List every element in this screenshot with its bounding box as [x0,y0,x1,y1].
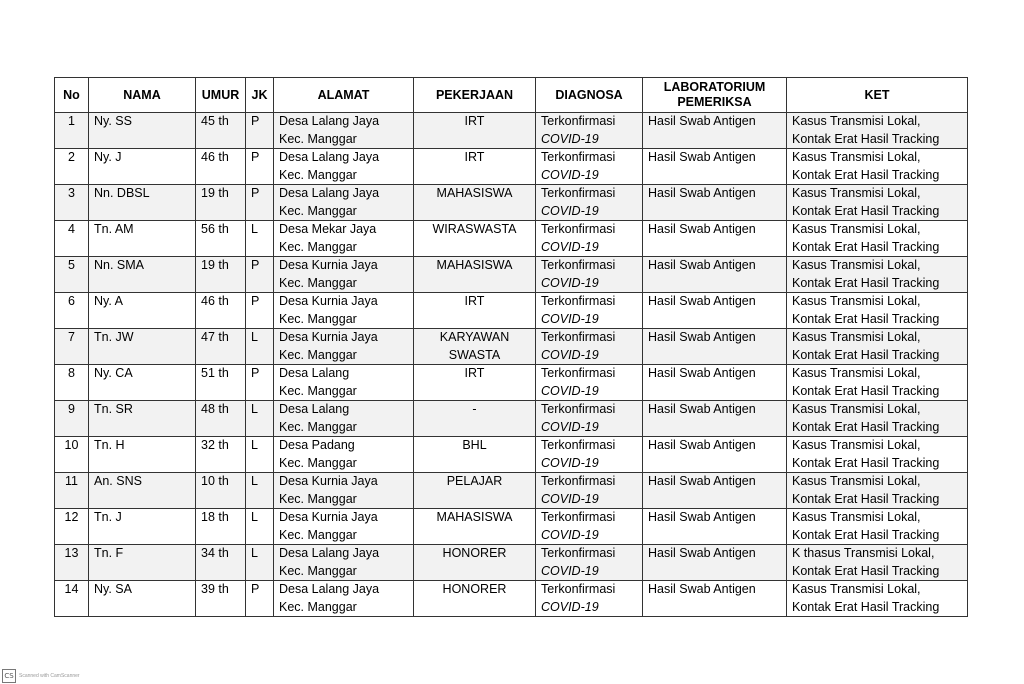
cell-diagnosa [536,149,643,185]
cell-diagnosa [536,401,643,437]
cell-ket-line-2: Kontak Erat Hasil Tracking [792,203,940,218]
cell-laboratorium: Hasil Swab Antigen [643,149,787,185]
cell-pekerjaan [414,329,536,365]
cell-ket [787,185,968,221]
cell-alamat-line-1: Desa Kurnia Jaya [279,330,378,344]
cell-alamat [274,113,414,149]
cell-no: 5 [55,257,89,293]
cell-diagnosa [536,293,643,329]
cell-laboratorium: Hasil Swab Antigen [643,473,787,509]
cell-ket [787,257,968,293]
cell-pekerjaan [414,581,536,617]
cell-ket [787,545,968,581]
cell-nama: Tn. J [89,509,196,545]
cell-laboratorium: Hasil Swab Antigen [643,545,787,581]
cell-pekerjaan [414,509,536,545]
table-row [55,221,968,257]
cell-jk: P [246,365,274,401]
cell-alamat-line-2: Kec. Manggar [279,275,357,290]
table-row [55,581,968,617]
cell-diagnosa-line-1: Terkonfirmasi [541,582,616,596]
cell-diagnosa [536,365,643,401]
cell-alamat [274,473,414,509]
cell-laboratorium: Hasil Swab Antigen [643,509,787,545]
cell-pekerjaan [414,149,536,185]
cell-diagnosa [536,473,643,509]
cell-umur: 56 th [196,221,246,257]
cell-ket [787,581,968,617]
cell-diagnosa-line-1: Terkonfirmasi [541,186,616,200]
cell-nama: Nn. DBSL [89,185,196,221]
cell-ket-line-2: Kontak Erat Hasil Tracking [792,275,940,290]
cell-jk: P [246,113,274,149]
cell-alamat-line-2: Kec. Manggar [279,527,357,542]
cell-jk: L [246,509,274,545]
cell-pekerjaan-line-1: MAHASISWA [436,510,513,524]
cell-ket-line-1: Kasus Transmisi Lokal, [792,330,921,344]
cell-alamat-line-2: Kec. Manggar [279,491,357,506]
cell-laboratorium: Hasil Swab Antigen [643,185,787,221]
table-row [55,545,968,581]
cell-ket-line-1: Kasus Transmisi Lokal, [792,582,921,596]
cell-alamat-line-1: Desa Kurnia Jaya [279,258,378,272]
cell-ket-line-2: Kontak Erat Hasil Tracking [792,311,940,326]
cell-pekerjaan-line-1: IRT [464,114,485,128]
cell-alamat-line-2: Kec. Manggar [279,455,357,470]
cell-ket-line-2: Kontak Erat Hasil Tracking [792,455,940,470]
cell-alamat-line-2: Kec. Manggar [279,599,357,614]
covid-case-table [54,77,968,617]
cell-no: 13 [55,545,89,581]
cell-diagnosa-line-2: COVID-19 [541,239,599,254]
cell-diagnosa-line-1: Terkonfirmasi [541,402,616,416]
cell-pekerjaan-line-1: PELAJAR [446,474,503,488]
cell-diagnosa-line-1: Terkonfirmasi [541,546,616,560]
cell-alamat [274,257,414,293]
cell-alamat-line-1: Desa Lalang [279,402,350,416]
cell-no: 1 [55,113,89,149]
cell-no: 7 [55,329,89,365]
cell-pekerjaan-line-1: WIRASWASTA [432,222,517,236]
cell-no: 11 [55,473,89,509]
cell-diagnosa [536,581,643,617]
cell-umur: 10 th [196,473,246,509]
cell-umur: 39 th [196,581,246,617]
cell-diagnosa-line-2: COVID-19 [541,455,599,470]
cell-nama: Ny. CA [89,365,196,401]
cell-pekerjaan-line-1: KARYAWAN [439,330,510,344]
cell-nama: Tn. F [89,545,196,581]
cell-umur: 48 th [196,401,246,437]
cell-alamat-line-2: Kec. Manggar [279,311,357,326]
cell-jk: P [246,257,274,293]
cell-diagnosa-line-2: COVID-19 [541,131,599,146]
cell-diagnosa-line-1: Terkonfirmasi [541,474,616,488]
cell-pekerjaan-line-1: IRT [464,150,485,164]
cell-alamat-line-2: Kec. Manggar [279,347,357,362]
cell-ket-line-1: Kasus Transmisi Lokal, [792,258,921,272]
cell-alamat [274,365,414,401]
cell-jk: P [246,185,274,221]
cell-ket-line-1: Kasus Transmisi Lokal, [792,366,921,380]
cell-alamat-line-1: Desa Mekar Jaya [279,222,377,236]
cell-jk: L [246,329,274,365]
cell-alamat-line-1: Desa Lalang [279,366,350,380]
cell-umur: 34 th [196,545,246,581]
cell-alamat [274,509,414,545]
cell-ket [787,293,968,329]
cell-laboratorium: Hasil Swab Antigen [643,113,787,149]
cell-jk: L [246,401,274,437]
cell-umur: 18 th [196,509,246,545]
cell-ket-line-1: Kasus Transmisi Lokal, [792,438,921,452]
cell-laboratorium: Hasil Swab Antigen [643,437,787,473]
cell-alamat-line-2: Kec. Manggar [279,167,357,182]
cell-alamat-line-1: Desa Kurnia Jaya [279,510,378,524]
cell-alamat-line-2: Kec. Manggar [279,383,357,398]
table-row [55,257,968,293]
cell-pekerjaan-line-1: MAHASISWA [436,186,513,200]
cell-alamat-line-2: Kec. Manggar [279,419,357,434]
cell-jk: P [246,581,274,617]
cell-alamat-line-1: Desa Lalang Jaya [279,582,380,596]
cell-ket-line-2: Kontak Erat Hasil Tracking [792,491,940,506]
cell-nama: Tn. AM [89,221,196,257]
cell-diagnosa-line-1: Terkonfirmasi [541,294,616,308]
cell-alamat [274,581,414,617]
table-row [55,329,968,365]
table-row [55,473,968,509]
cell-ket-line-2: Kontak Erat Hasil Tracking [792,419,940,434]
cell-jk: L [246,221,274,257]
header-alamat: ALAMAT [274,78,414,113]
cell-ket [787,113,968,149]
cell-alamat-line-2: Kec. Manggar [279,131,357,146]
cell-alamat-line-2: Kec. Manggar [279,239,357,254]
cell-diagnosa-line-2: COVID-19 [541,167,599,182]
cell-jk: P [246,293,274,329]
cell-pekerjaan-line-1: MAHASISWA [436,258,513,272]
header-umur: UMUR [196,78,246,113]
cell-pekerjaan-line-1: - [472,402,477,416]
cell-ket-line-1: Kasus Transmisi Lokal, [792,510,921,524]
cell-no: 8 [55,365,89,401]
cell-diagnosa-line-2: COVID-19 [541,527,599,542]
cell-ket-line-2: Kontak Erat Hasil Tracking [792,527,940,542]
cell-ket-line-2: Kontak Erat Hasil Tracking [792,563,940,578]
cell-diagnosa-line-2: COVID-19 [541,383,599,398]
cell-alamat [274,185,414,221]
cell-nama: Ny. J [89,149,196,185]
cell-nama: Tn. SR [89,401,196,437]
header-laboratorium [643,78,787,113]
cell-ket [787,401,968,437]
cell-diagnosa-line-2: COVID-19 [541,419,599,434]
cell-ket-line-2: Kontak Erat Hasil Tracking [792,383,940,398]
cell-diagnosa [536,329,643,365]
cell-ket-line-2: Kontak Erat Hasil Tracking [792,347,940,362]
header-jk: JK [246,78,274,113]
cell-jk: P [246,149,274,185]
cell-ket-line-1: Kasus Transmisi Lokal, [792,474,921,488]
cell-nama: Ny. SA [89,581,196,617]
table-row [55,365,968,401]
cell-pekerjaan [414,365,536,401]
cell-nama: Ny. SS [89,113,196,149]
table-row [55,509,968,545]
cell-diagnosa-line-1: Terkonfirmasi [541,150,616,164]
cell-diagnosa-line-2: COVID-19 [541,203,599,218]
cell-laboratorium: Hasil Swab Antigen [643,221,787,257]
cell-ket-line-1: Kasus Transmisi Lokal, [792,114,921,128]
cell-diagnosa-line-1: Terkonfirmasi [541,222,616,236]
cell-pekerjaan [414,257,536,293]
cell-laboratorium: Hasil Swab Antigen [643,365,787,401]
cell-ket-line-1: Kasus Transmisi Lokal, [792,186,921,200]
cell-laboratorium: Hasil Swab Antigen [643,329,787,365]
cell-alamat-line-1: Desa Kurnia Jaya [279,474,378,488]
cell-laboratorium: Hasil Swab Antigen [643,401,787,437]
cell-alamat [274,437,414,473]
cell-pekerjaan [414,473,536,509]
cell-alamat [274,545,414,581]
cell-laboratorium: Hasil Swab Antigen [643,257,787,293]
cell-ket-line-1: Kasus Transmisi Lokal, [792,150,921,164]
cell-no: 10 [55,437,89,473]
cell-no: 14 [55,581,89,617]
table-row [55,149,968,185]
cell-jk: L [246,545,274,581]
cell-diagnosa [536,221,643,257]
cell-pekerjaan [414,437,536,473]
cell-no: 3 [55,185,89,221]
cell-pekerjaan-line-1: HONORER [442,546,507,560]
cell-nama: An. SNS [89,473,196,509]
header-no: No [55,78,89,113]
cell-alamat-line-1: Desa Lalang Jaya [279,186,380,200]
cell-nama: Tn. JW [89,329,196,365]
cell-ket [787,473,968,509]
camscanner-watermark [2,669,80,683]
cell-alamat-line-2: Kec. Manggar [279,563,357,578]
cell-pekerjaan-line-1: IRT [464,294,485,308]
cell-jk: L [246,437,274,473]
table-row [55,293,968,329]
cell-no: 9 [55,401,89,437]
cell-ket-line-1: Kasus Transmisi Lokal, [792,222,921,236]
cell-diagnosa [536,257,643,293]
cell-pekerjaan-line-2: SWASTA [448,347,501,362]
header-nama: NAMA [89,78,196,113]
cell-ket [787,149,968,185]
table-body [55,113,968,617]
table-header-row [55,78,968,113]
table-row [55,401,968,437]
cell-alamat-line-1: Desa Padang [279,438,355,452]
header-lab-line-1: LABORATORIUM [663,80,766,94]
cell-ket [787,221,968,257]
cell-alamat-line-2: Kec. Manggar [279,203,357,218]
cell-alamat [274,401,414,437]
cell-diagnosa-line-1: Terkonfirmasi [541,438,616,452]
cell-ket-line-2: Kontak Erat Hasil Tracking [792,599,940,614]
cell-nama: Tn. H [89,437,196,473]
cell-diagnosa [536,545,643,581]
cell-ket [787,437,968,473]
cell-ket [787,329,968,365]
cell-diagnosa-line-1: Terkonfirmasi [541,366,616,380]
cell-ket [787,365,968,401]
cell-diagnosa [536,185,643,221]
cell-umur: 47 th [196,329,246,365]
cell-diagnosa-line-2: COVID-19 [541,563,599,578]
cell-pekerjaan [414,113,536,149]
cell-ket-line-2: Kontak Erat Hasil Tracking [792,167,940,182]
cell-alamat-line-1: Desa Lalang Jaya [279,546,380,560]
header-ket: KET [787,78,968,113]
table-row [55,113,968,149]
cell-laboratorium: Hasil Swab Antigen [643,581,787,617]
cell-alamat [274,293,414,329]
camscanner-logo-icon: CS [2,669,16,683]
header-lab-line-2: PEMERIKSA [677,95,752,109]
cell-umur: 46 th [196,149,246,185]
cell-umur: 45 th [196,113,246,149]
cell-alamat-line-1: Desa Lalang Jaya [279,150,380,164]
cell-pekerjaan [414,221,536,257]
cell-diagnosa-line-2: COVID-19 [541,275,599,290]
cell-ket-line-1: K thasus Transmisi Lokal, [792,546,935,560]
cell-diagnosa-line-2: COVID-19 [541,347,599,362]
cell-no: 2 [55,149,89,185]
cell-laboratorium: Hasil Swab Antigen [643,293,787,329]
cell-diagnosa-line-1: Terkonfirmasi [541,258,616,272]
cell-diagnosa-line-2: COVID-19 [541,311,599,326]
cell-umur: 32 th [196,437,246,473]
scanner-text: Scanned with CamScanner [19,673,80,679]
cell-diagnosa [536,437,643,473]
cell-pekerjaan-line-1: BHL [462,438,487,452]
cell-pekerjaan [414,401,536,437]
cell-no: 6 [55,293,89,329]
table-row [55,437,968,473]
cell-ket-line-2: Kontak Erat Hasil Tracking [792,239,940,254]
cell-umur: 46 th [196,293,246,329]
cell-pekerjaan-line-1: HONORER [442,582,507,596]
cell-diagnosa-line-2: COVID-19 [541,491,599,506]
cell-pekerjaan [414,545,536,581]
cell-alamat [274,221,414,257]
cell-alamat [274,329,414,365]
cell-ket-line-1: Kasus Transmisi Lokal, [792,402,921,416]
cell-pekerjaan [414,185,536,221]
cell-pekerjaan [414,293,536,329]
cell-umur: 19 th [196,185,246,221]
cell-diagnosa-line-1: Terkonfirmasi [541,114,616,128]
cell-ket-line-1: Kasus Transmisi Lokal, [792,294,921,308]
cell-ket-line-2: Kontak Erat Hasil Tracking [792,131,940,146]
cell-umur: 19 th [196,257,246,293]
cell-ket [787,509,968,545]
cell-diagnosa-line-1: Terkonfirmasi [541,510,616,524]
cell-diagnosa-line-1: Terkonfirmasi [541,330,616,344]
cell-nama: Ny. A [89,293,196,329]
table-row [55,185,968,221]
header-diagnosa: DIAGNOSA [536,78,643,113]
cell-no: 4 [55,221,89,257]
cell-diagnosa [536,113,643,149]
cell-nama: Nn. SMA [89,257,196,293]
cell-alamat-line-1: Desa Lalang Jaya [279,114,380,128]
cell-diagnosa-line-2: COVID-19 [541,599,599,614]
cell-jk: L [246,473,274,509]
cell-no: 12 [55,509,89,545]
header-pekerjaan: PEKERJAAN [414,78,536,113]
cell-diagnosa [536,509,643,545]
cell-alamat-line-1: Desa Kurnia Jaya [279,294,378,308]
cell-alamat [274,149,414,185]
cell-umur: 51 th [196,365,246,401]
cell-pekerjaan-line-1: IRT [464,366,485,380]
